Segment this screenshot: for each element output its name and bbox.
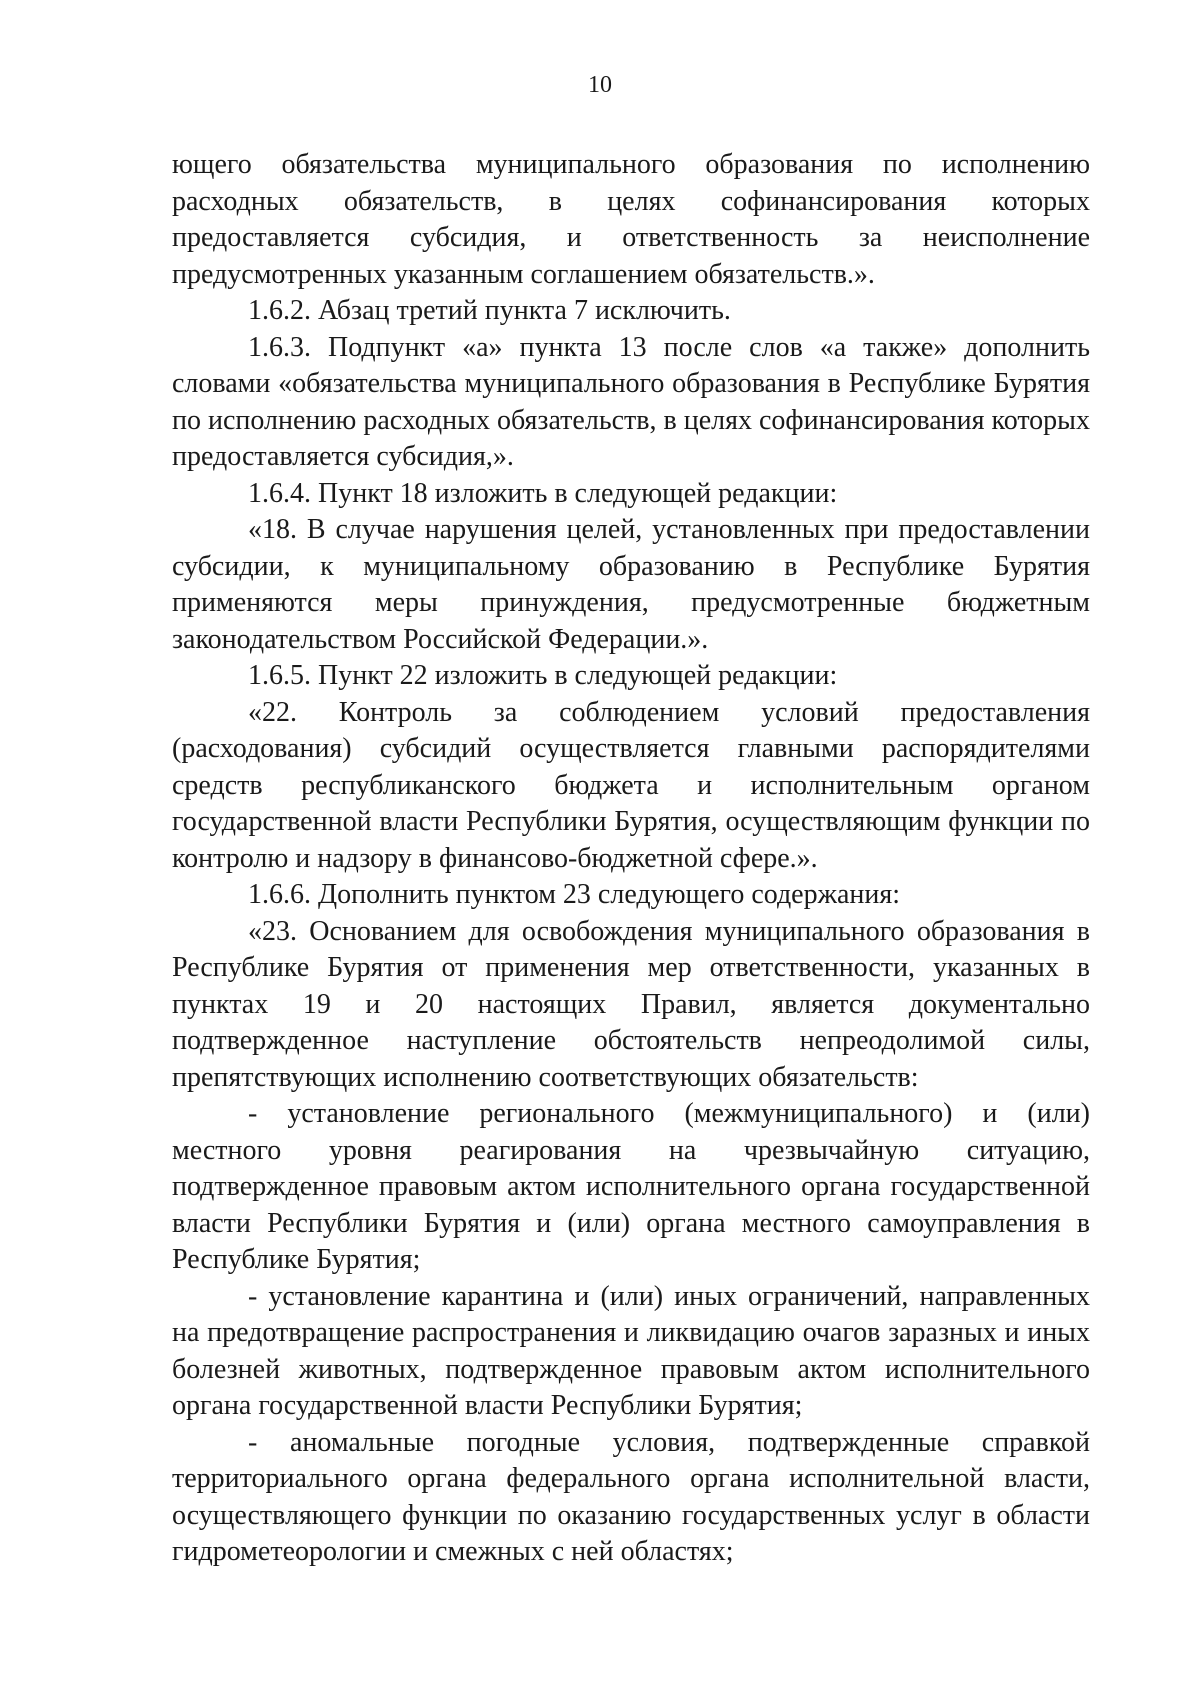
paragraph-item-1-6-5: 1.6.5. Пункт 22 изложить в следующей редакции: — [248, 660, 838, 691]
paragraph-clause-18: «18. В случае нарушения целей, установленных при предоставлении субсидии, к муниципальному образованию в Республике Бурятия применяются меры принуждения, предусмотренные бюджетным законодательством Российской Федерации.». — [172, 514, 1090, 655]
document-body — [172, 147, 1090, 1571]
paragraph-item-1-6-3: 1.6.3. Подпункт «а» пункта 13 после слов «а также» дополнить словами «обязательства муниципального образования в Республике Бурятия по исполнению расходных обязательств, в целях софинансирования которых предоставляется субсидия,». — [172, 331, 1090, 472]
paragraph-item-1-6-4: 1.6.4. Пункт 18 изложить в следующей редакции: — [248, 477, 838, 509]
page-number: 10 — [588, 72, 612, 98]
paragraph-item-1-6-2: 1.6.2. Абзац третий пункта 7 исключить. — [248, 295, 731, 326]
paragraph-clause-22: «22. Контроль за соблюдением условий предоставления (расходования) субсидий осуществляется главными распорядителями средств республиканского бюджета и исполнительным органом государственной власти Республики Бурятия, осуществляющим функции по контролю и надзору в финансово-бюджетной сфере.». — [172, 696, 1090, 874]
paragraph-clause-23: «23. Основанием для освобождения муниципального образования в Республике Бурятия от применения мер ответственности, указанных в пунктах 19 и 20 настоящих Правил, является документально подтвержденное наступление обстоятельств непреодолимой силы, препятствующих исполнению соответствующих обязательств: — [172, 915, 1090, 1093]
paragraph-item-1-6-6: 1.6.6. Дополнить пунктом 23 следующего содержания: — [248, 879, 901, 910]
paragraph-list-item-emergency: - установление регионального (межмуниципального) и (или) местного уровня реагирования на чрезвычайную ситуацию, подтвержденное правовым актом исполнительного органа государственной власти Республики Бурятия и (или) органа местного самоуправления в Республике Бурятия; — [172, 1098, 1090, 1275]
paragraph-list-item-quarantine: - установление карантина и (или) иных ограничений, направленных на предотвращение распространения и ликвидацию очагов заразных и иных болезней животных, подтвержденное правовым актом исполнительного органа государственной власти Республики Бурятия; — [172, 1280, 1090, 1421]
paragraph-continuation: ющего обязательства муниципального образования по исполнению расходных обязательств, в целях софинансирования которых предоставляется субсидия, и ответственность за неисполнение предусмотренных указанным соглашением обязательств.». — [172, 149, 1090, 290]
paragraph-list-item-weather: - аномальные погодные условия, подтвержденные справкой территориального органа федерального органа исполнительной власти, осуществляющего функции по оказанию государственных услуг в области гидрометеорологии и смежных с ней областях; — [172, 1426, 1090, 1567]
